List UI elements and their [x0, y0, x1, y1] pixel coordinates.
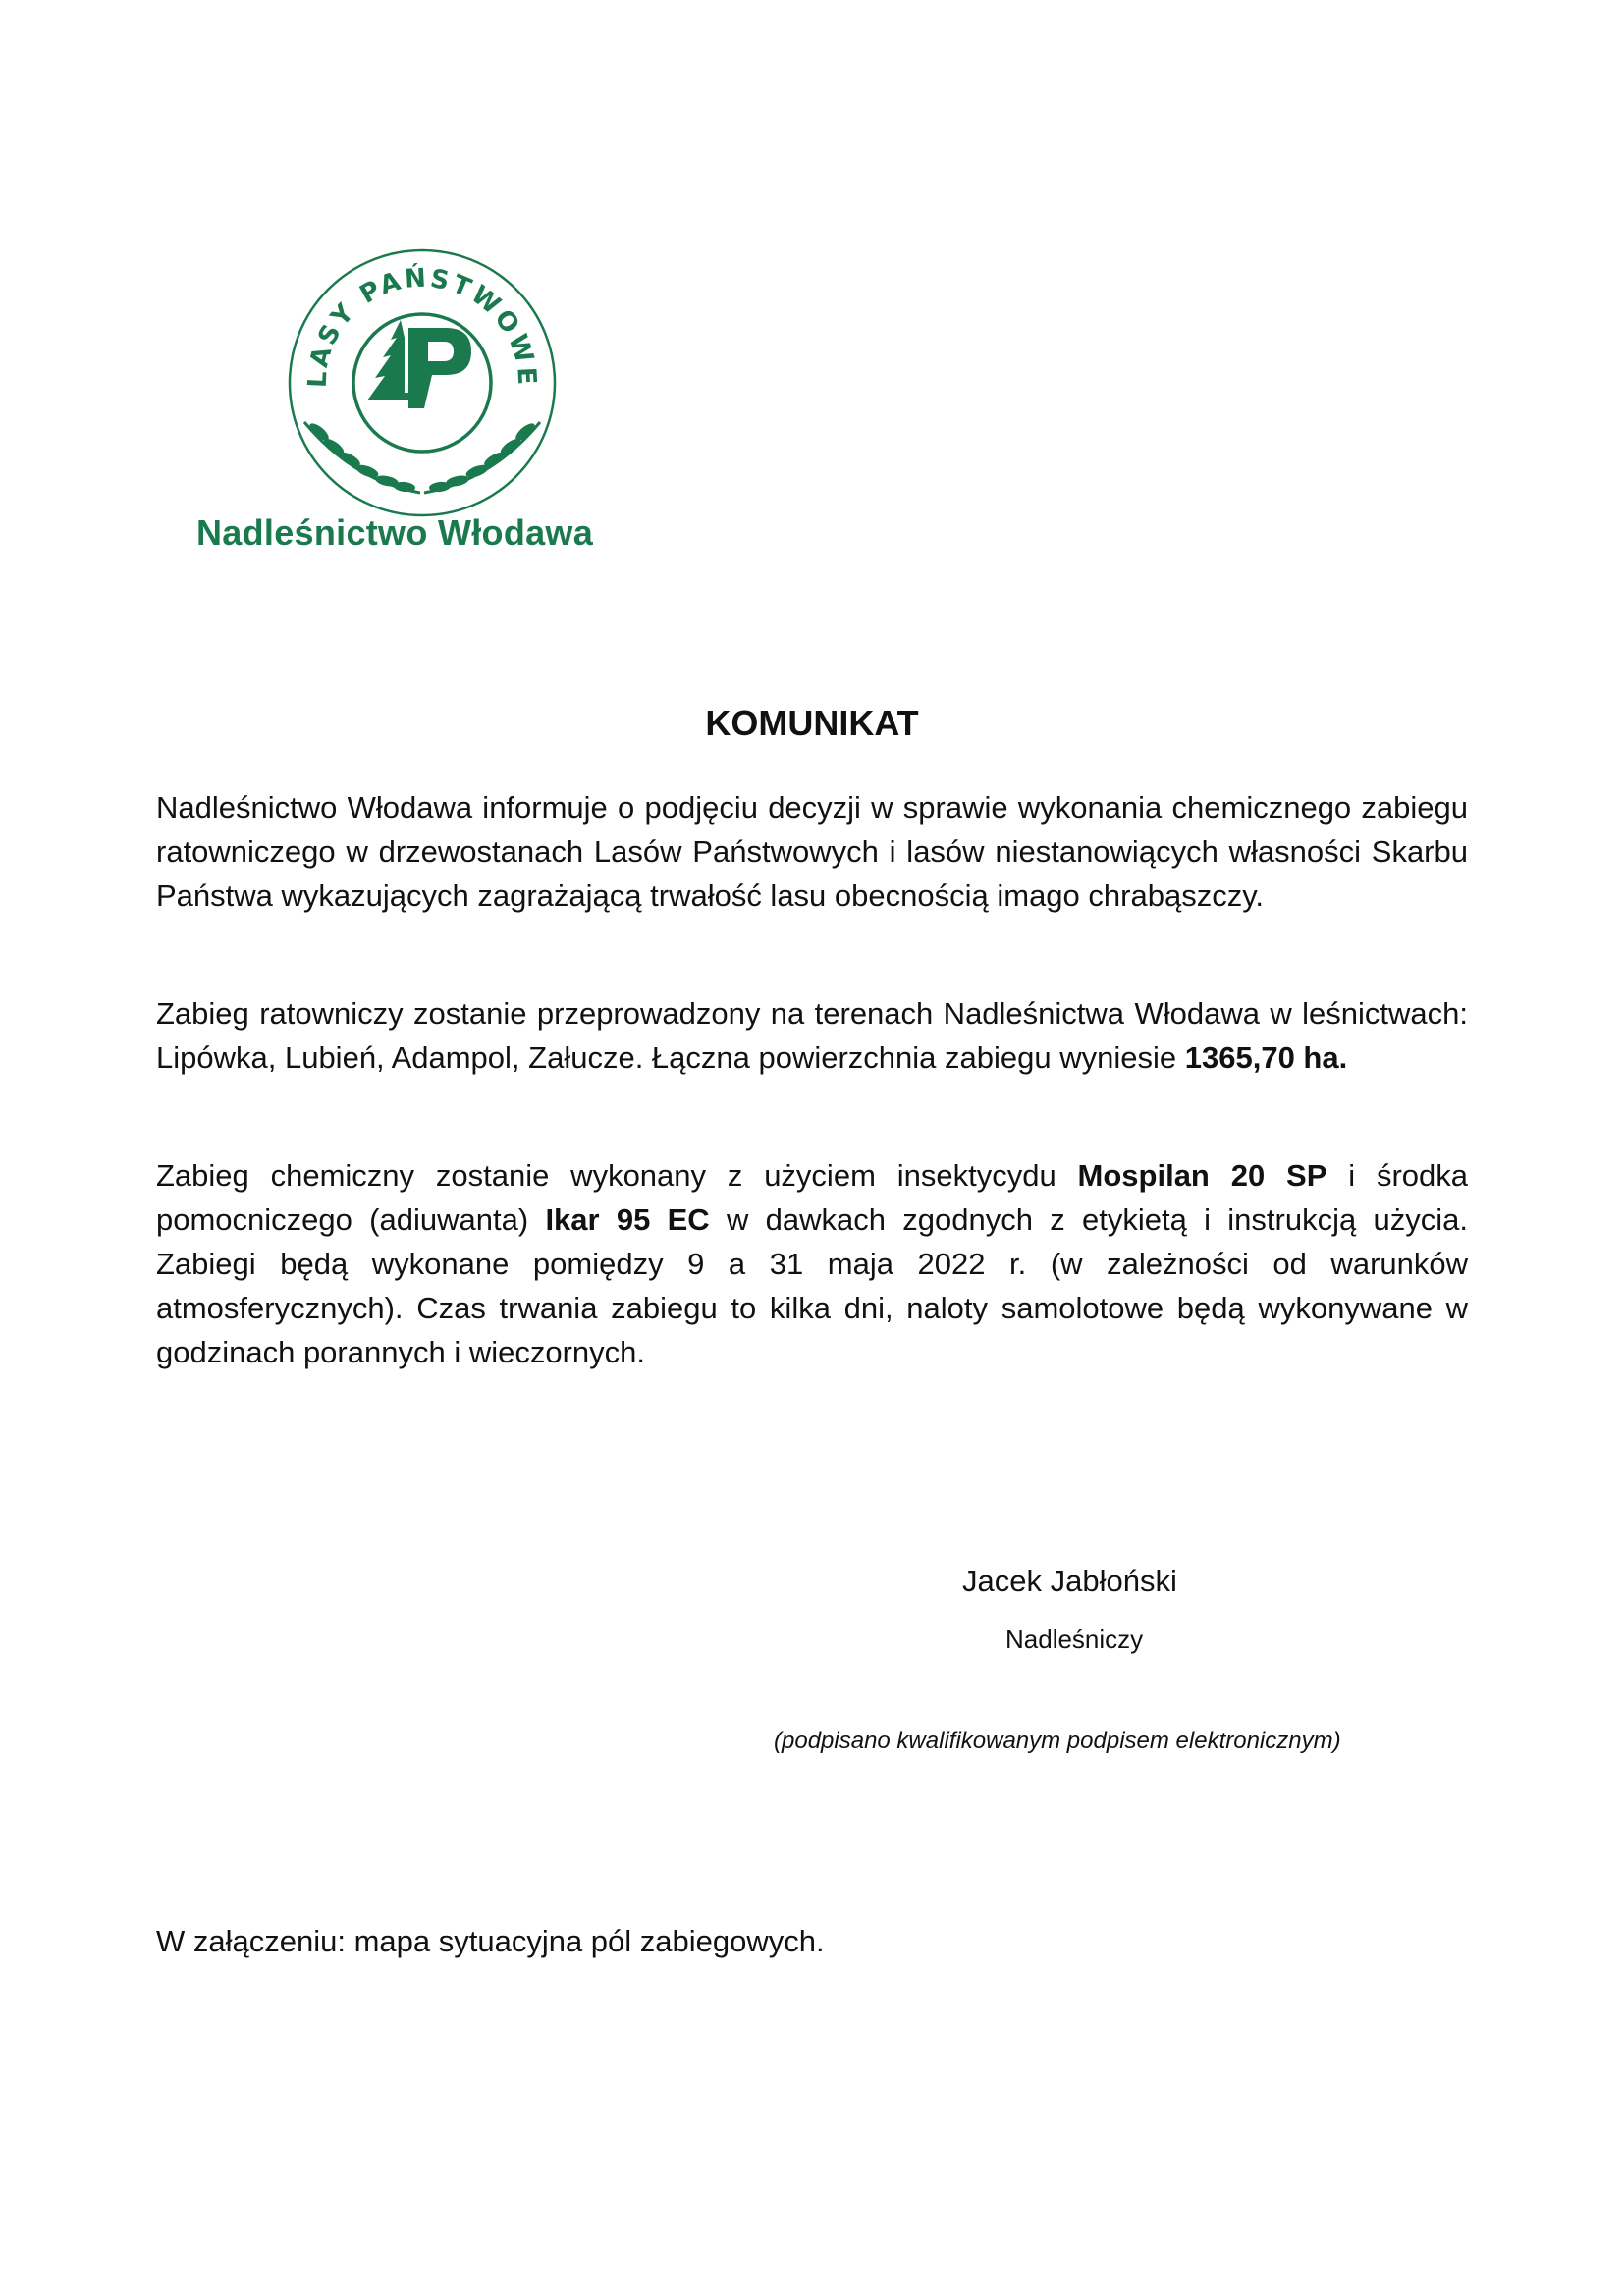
area-value: 1365,70 ha.: [1184, 1041, 1348, 1075]
laurel-right: [424, 420, 540, 493]
product-adjuvant: Ikar 95 EC: [545, 1202, 710, 1237]
laurel-left: [304, 420, 420, 493]
products-text-3: w dawkach zgodnych z etykietą i instrukcją użycia. Zabiegi będą wykonane pomiędzy 9 a 31 maja 2022 r. (w zależności od warunków atmosferycznych). Czas trwania zabiegu to kilka dni, naloty samolotowe będą wykonywane w godzinach porannych i wieczornych.: [156, 1202, 1468, 1369]
paragraph-products: [156, 1153, 1468, 1374]
signatory-role: Nadleśniczy: [1005, 1625, 1144, 1654]
signatory-name: Jacek Jabłoński: [962, 1564, 1177, 1598]
document-title: KOMUNIKAT: [705, 703, 919, 743]
logo-caption: Nadleśnictwo Włodawa: [196, 512, 594, 553]
p-letter: [408, 328, 471, 408]
products-text-2: i środka pomocniczego (adiuwanta): [156, 1158, 1468, 1237]
products-text-1: Zabieg chemiczny zostanie wykonany z użyciem insektycydu: [156, 1158, 1056, 1193]
area-text: Zabieg ratowniczy zostanie przeprowadzony na terenach Nadleśnictwa Włodawa w leśnictwach: Lipówka, Lubień, Adampol, Załucze. Łączna powierzchnia zabiegu wyniesie: [156, 996, 1468, 1075]
product-insecticide: Mospilan 20 SP: [1077, 1158, 1327, 1193]
signature-note: (podpisano kwalifikowanym podpisem elektronicznym): [774, 1728, 1341, 1754]
paragraph-decision: Nadleśnictwo Włodawa informuje o podjęciu decyzji w sprawie wykonania chemicznego zabiegu ratowniczego w drzewostanach Lasów Państwowych i lasów niestanowiących własności Skarbu Państwa wykazujących zagrażającą trwałość lasu obecnością imago chrabąszczy.: [156, 790, 1468, 913]
arc-text: LASY PAŃSTWOWE: [302, 263, 542, 389]
paragraph-area: [156, 991, 1468, 1080]
lasy-panstwowe-logo: [265, 236, 579, 530]
attachment-note: W załączeniu: mapa sytuacyjna pól zabiegowych.: [156, 1924, 825, 1958]
